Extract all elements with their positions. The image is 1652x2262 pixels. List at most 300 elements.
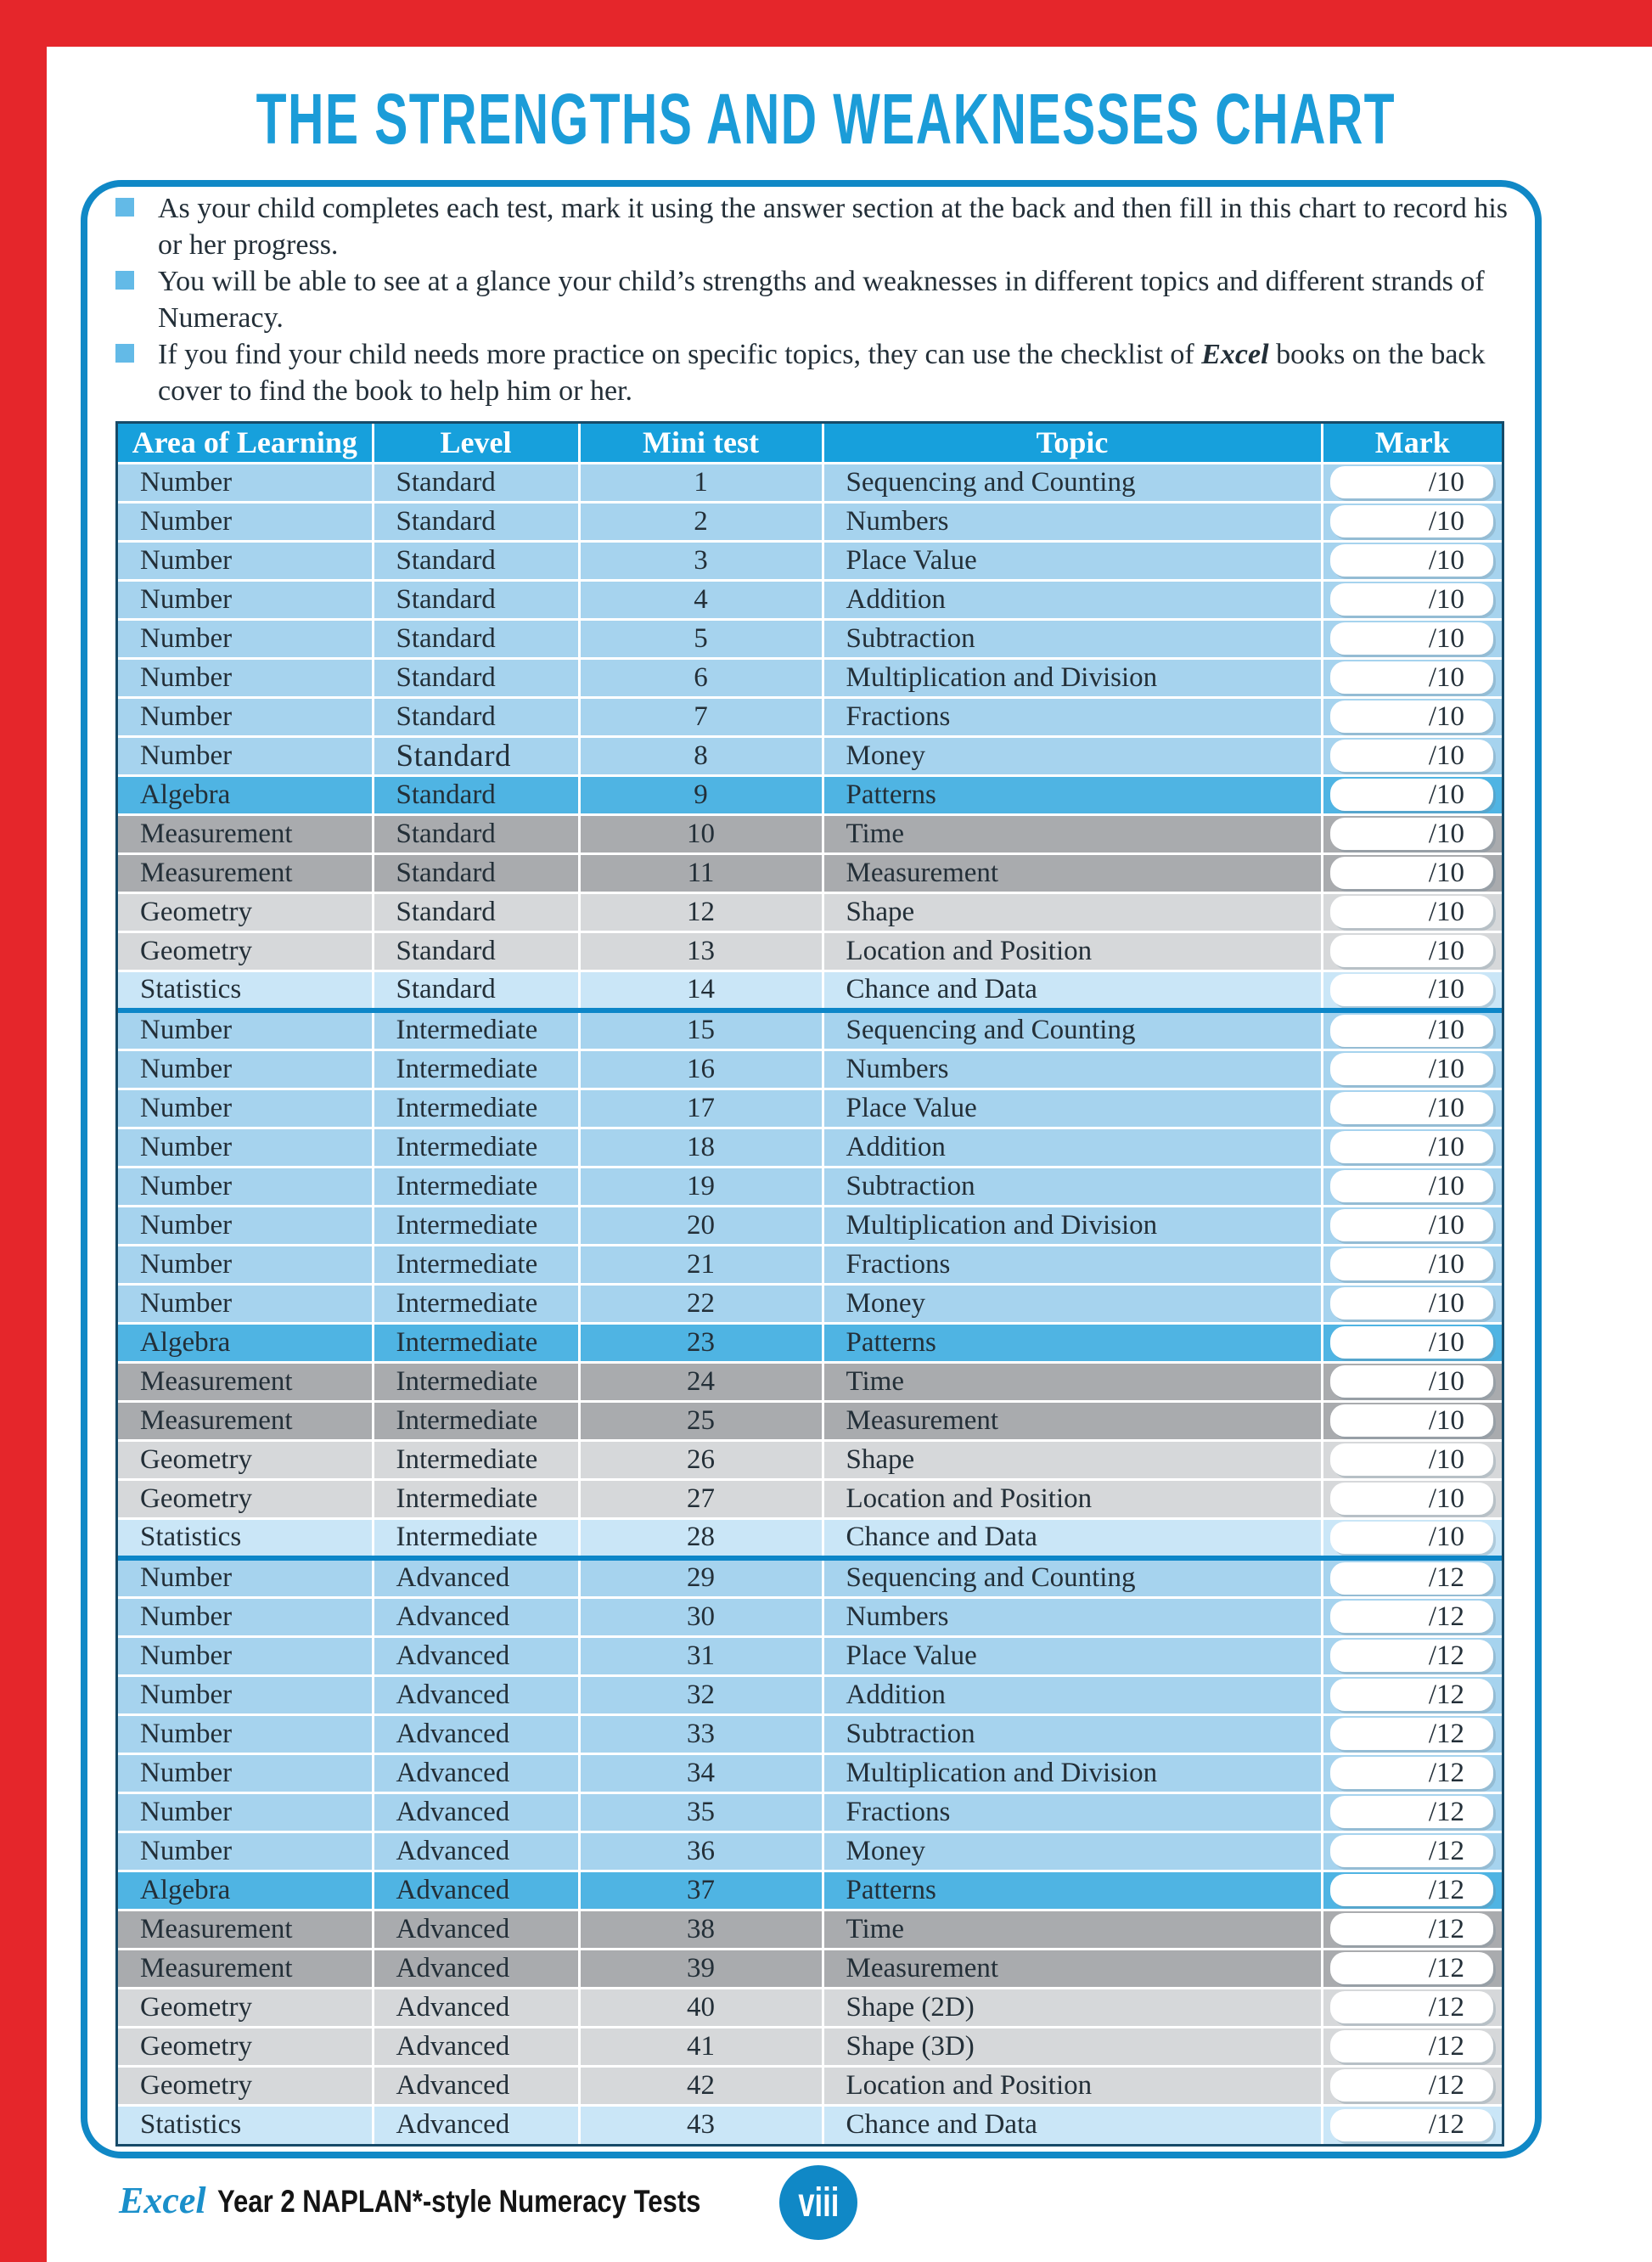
cell-topic: Patterns xyxy=(823,775,1322,814)
intro-bullet-3 xyxy=(115,336,1525,409)
table-row xyxy=(118,1714,1502,1753)
cell-level: Advanced xyxy=(373,2066,579,2105)
table-row xyxy=(118,1401,1502,1440)
cell-mini-test: 32 xyxy=(579,1675,823,1714)
mark-field: /10 xyxy=(1330,1248,1494,1280)
cell-mark xyxy=(1322,1128,1502,1167)
cell-level: Standard xyxy=(373,502,579,541)
mark-field: /12 xyxy=(1330,1718,1494,1750)
cell-area: Number xyxy=(118,1128,373,1167)
cell-level: Advanced xyxy=(373,1714,579,1753)
cell-topic: Numbers xyxy=(823,1049,1322,1089)
cell-mini-test: 39 xyxy=(579,1949,823,1988)
cell-level: Advanced xyxy=(373,1792,579,1832)
results-table-body xyxy=(118,463,1502,2144)
cell-area: Number xyxy=(118,697,373,736)
cell-topic: Shape (3D) xyxy=(823,2027,1322,2066)
cell-mark xyxy=(1322,502,1502,541)
cell-area: Number xyxy=(118,541,373,580)
cell-area: Statistics xyxy=(118,1518,373,1558)
cell-level: Advanced xyxy=(373,1988,579,2027)
cell-mark xyxy=(1322,1910,1502,1949)
cell-mark xyxy=(1322,892,1502,931)
cell-mark xyxy=(1322,658,1502,697)
cell-topic: Numbers xyxy=(823,502,1322,541)
mark-field: /12 xyxy=(1330,2030,1494,2062)
intro-bullet-3-text-post: books on the back cover to find the book to help him or her. xyxy=(158,339,1486,407)
cell-mini-test: 14 xyxy=(579,971,823,1010)
cell-level: Intermediate xyxy=(373,1479,579,1518)
mark-field: /10 xyxy=(1330,622,1494,655)
cell-area: Measurement xyxy=(118,1362,373,1401)
mark-field: /10 xyxy=(1330,466,1494,498)
mark-field: /12 xyxy=(1330,2069,1494,2102)
cell-level: Advanced xyxy=(373,1949,579,1988)
cell-mini-test: 27 xyxy=(579,1479,823,1518)
cell-topic: Time xyxy=(823,1910,1322,1949)
cell-level: Advanced xyxy=(373,1675,579,1714)
cell-mini-test: 23 xyxy=(579,1323,823,1362)
cell-level: Intermediate xyxy=(373,1089,579,1128)
page-number-badge: viii xyxy=(779,2165,857,2240)
intro-bullet-2 xyxy=(115,263,1525,336)
cell-mark xyxy=(1322,1401,1502,1440)
cell-area: Number xyxy=(118,619,373,658)
table-header-row xyxy=(118,424,1502,463)
cell-mark xyxy=(1322,1871,1502,1910)
cell-area: Number xyxy=(118,658,373,697)
table-row xyxy=(118,658,1502,697)
table-row xyxy=(118,619,1502,658)
cell-mark xyxy=(1322,1988,1502,2027)
column-header-topic: Topic xyxy=(823,424,1322,463)
cell-mark xyxy=(1322,1792,1502,1832)
mark-field: /10 xyxy=(1330,1170,1494,1202)
cell-mark xyxy=(1322,1049,1502,1089)
cell-mini-test: 35 xyxy=(579,1792,823,1832)
cell-mark xyxy=(1322,1010,1502,1050)
intro-bullet-1 xyxy=(115,190,1525,263)
cell-mini-test: 36 xyxy=(579,1832,823,1871)
cell-mark xyxy=(1322,1167,1502,1206)
cell-area: Number xyxy=(118,1832,373,1871)
cell-area: Number xyxy=(118,1714,373,1753)
cell-topic: Numbers xyxy=(823,1597,1322,1636)
cell-area: Geometry xyxy=(118,931,373,971)
cell-area: Number xyxy=(118,1010,373,1050)
cell-area: Number xyxy=(118,1049,373,1089)
cell-mini-test: 43 xyxy=(579,2105,823,2144)
cell-mark xyxy=(1322,1518,1502,1558)
mark-field: /10 xyxy=(1330,740,1494,772)
cell-mark xyxy=(1322,775,1502,814)
cell-topic: Patterns xyxy=(823,1871,1322,1910)
mark-field: /12 xyxy=(1330,1913,1494,1945)
square-bullet-icon xyxy=(115,344,134,363)
mark-field: /10 xyxy=(1330,701,1494,733)
cell-area: Number xyxy=(118,1597,373,1636)
mark-field: /10 xyxy=(1330,544,1494,577)
cell-topic: Money xyxy=(823,1832,1322,1871)
table-row xyxy=(118,541,1502,580)
cell-level: Standard xyxy=(373,931,579,971)
table-row xyxy=(118,1636,1502,1675)
cell-level: Standard xyxy=(373,658,579,697)
cell-area: Measurement xyxy=(118,1401,373,1440)
cell-level: Standard xyxy=(373,775,579,814)
table-row xyxy=(118,931,1502,971)
cell-mini-test: 9 xyxy=(579,775,823,814)
cell-level: Standard xyxy=(373,736,579,775)
cell-topic: Patterns xyxy=(823,1323,1322,1362)
page-edge-left xyxy=(0,0,47,2262)
cell-mini-test: 8 xyxy=(579,736,823,775)
cell-mark xyxy=(1322,619,1502,658)
cell-topic: Subtraction xyxy=(823,1167,1322,1206)
column-header-mini-test: Mini test xyxy=(579,424,823,463)
cell-mark xyxy=(1322,1597,1502,1636)
cell-area: Number xyxy=(118,1558,373,1598)
cell-mini-test: 37 xyxy=(579,1871,823,1910)
square-bullet-icon xyxy=(115,198,134,217)
cell-mini-test: 25 xyxy=(579,1401,823,1440)
table-row xyxy=(118,1362,1502,1401)
cell-area: Number xyxy=(118,1245,373,1284)
cell-topic: Addition xyxy=(823,1128,1322,1167)
mark-field: /10 xyxy=(1330,1365,1494,1398)
mark-field: /10 xyxy=(1330,1522,1494,1554)
cell-level: Advanced xyxy=(373,1636,579,1675)
cell-area: Number xyxy=(118,463,373,502)
cell-mini-test: 3 xyxy=(579,541,823,580)
mark-field: /10 xyxy=(1330,1092,1494,1124)
cell-level: Intermediate xyxy=(373,1284,579,1323)
table-row xyxy=(118,2027,1502,2066)
cell-mark xyxy=(1322,736,1502,775)
table-row xyxy=(118,580,1502,619)
table-row xyxy=(118,1832,1502,1871)
cell-area: Geometry xyxy=(118,892,373,931)
table-row xyxy=(118,736,1502,775)
cell-topic: Multiplication and Division xyxy=(823,658,1322,697)
table-row xyxy=(118,1284,1502,1323)
cell-mark xyxy=(1322,1206,1502,1245)
mark-field: /10 xyxy=(1330,1326,1494,1359)
intro-bullet-3-text-pre: If you find your child needs more practice on specific topics, they can use the checklist of xyxy=(158,339,1202,370)
column-header-mark: Mark xyxy=(1322,424,1502,463)
cell-mini-test: 34 xyxy=(579,1753,823,1792)
table-row xyxy=(118,697,1502,736)
cell-topic: Measurement xyxy=(823,1401,1322,1440)
intro-bullet-2-text: You will be able to see at a glance your child’s strengths and weaknesses in different topics and different strands of Numeracy. xyxy=(158,266,1485,334)
mark-field: /10 xyxy=(1330,1053,1494,1085)
cell-mark xyxy=(1322,1753,1502,1792)
cell-level: Intermediate xyxy=(373,1049,579,1089)
cell-level: Advanced xyxy=(373,1871,579,1910)
cell-mini-test: 12 xyxy=(579,892,823,931)
cell-area: Number xyxy=(118,1206,373,1245)
cell-mark xyxy=(1322,1558,1502,1598)
table-row xyxy=(118,1871,1502,1910)
cell-area: Number xyxy=(118,736,373,775)
cell-level: Intermediate xyxy=(373,1323,579,1362)
table-row xyxy=(118,1206,1502,1245)
cell-topic: Chance and Data xyxy=(823,1518,1322,1558)
cell-level: Advanced xyxy=(373,2105,579,2144)
cell-level: Intermediate xyxy=(373,1440,579,1479)
cell-area: Number xyxy=(118,1167,373,1206)
square-bullet-icon xyxy=(115,271,134,290)
cell-mini-test: 20 xyxy=(579,1206,823,1245)
cell-mark xyxy=(1322,541,1502,580)
cell-topic: Addition xyxy=(823,1675,1322,1714)
cell-mini-test: 38 xyxy=(579,1910,823,1949)
table-row xyxy=(118,1949,1502,1988)
cell-mini-test: 21 xyxy=(579,1245,823,1284)
mark-field: /10 xyxy=(1330,1404,1494,1437)
cell-mark xyxy=(1322,1675,1502,1714)
cell-mark xyxy=(1322,931,1502,971)
cell-mini-test: 40 xyxy=(579,1988,823,2027)
table-row xyxy=(118,1479,1502,1518)
mark-field: /12 xyxy=(1330,2109,1494,2141)
cell-level: Advanced xyxy=(373,1832,579,1871)
cell-area: Measurement xyxy=(118,1910,373,1949)
table-row xyxy=(118,1440,1502,1479)
cell-level: Standard xyxy=(373,697,579,736)
cell-mark xyxy=(1322,2105,1502,2144)
cell-level: Advanced xyxy=(373,1558,579,1598)
cell-area: Algebra xyxy=(118,1323,373,1362)
table-row xyxy=(118,1245,1502,1284)
mark-field: /10 xyxy=(1330,896,1494,928)
cell-area: Statistics xyxy=(118,2105,373,2144)
cell-area: Number xyxy=(118,1675,373,1714)
table-row xyxy=(118,1675,1502,1714)
cell-mini-test: 30 xyxy=(579,1597,823,1636)
table-row xyxy=(118,502,1502,541)
mark-field: /12 xyxy=(1330,1640,1494,1672)
table-row xyxy=(118,1558,1502,1598)
cell-mini-test: 28 xyxy=(579,1518,823,1558)
footer-book-title: Year 2 NAPLAN*-style Numeracy Tests xyxy=(217,2184,701,2219)
cell-mark xyxy=(1322,1440,1502,1479)
footer-brand-logo: Excel xyxy=(119,2180,206,2221)
cell-topic: Measurement xyxy=(823,853,1322,892)
cell-topic: Subtraction xyxy=(823,619,1322,658)
table-row xyxy=(118,2066,1502,2105)
mark-field: /10 xyxy=(1330,1483,1494,1515)
table-row xyxy=(118,1128,1502,1167)
cell-level: Standard xyxy=(373,853,579,892)
table-row xyxy=(118,1988,1502,2027)
mark-field: /10 xyxy=(1330,779,1494,811)
cell-area: Geometry xyxy=(118,1988,373,2027)
cell-mini-test: 42 xyxy=(579,2066,823,2105)
cell-level: Standard xyxy=(373,892,579,931)
intro-bullet-1-text: As your child completes each test, mark it using the answer section at the back and then fill in this chart to record his or her progress. xyxy=(158,193,1508,261)
cell-level: Advanced xyxy=(373,1753,579,1792)
cell-level: Advanced xyxy=(373,1597,579,1636)
cell-topic: Sequencing and Counting xyxy=(823,1558,1322,1598)
cell-area: Number xyxy=(118,502,373,541)
cell-mark xyxy=(1322,1089,1502,1128)
cell-mark xyxy=(1322,697,1502,736)
table-row xyxy=(118,1792,1502,1832)
cell-mini-test: 6 xyxy=(579,658,823,697)
table-row xyxy=(118,853,1502,892)
cell-mini-test: 2 xyxy=(579,502,823,541)
cell-topic: Place Value xyxy=(823,1636,1322,1675)
cell-topic: Place Value xyxy=(823,541,1322,580)
page-edge-top xyxy=(0,0,1652,47)
cell-topic: Fractions xyxy=(823,697,1322,736)
column-header-level: Level xyxy=(373,424,579,463)
mark-field: /12 xyxy=(1330,1562,1494,1595)
cell-topic: Shape xyxy=(823,892,1322,931)
brand-name-inline: Excel xyxy=(1201,339,1269,370)
mark-field: /10 xyxy=(1330,1015,1494,1047)
intro-bullet-list xyxy=(115,190,1525,409)
page-title: THE STRENGTHS AND WEAKNESSES CHART xyxy=(256,79,1396,159)
cell-area: Measurement xyxy=(118,814,373,853)
table-row xyxy=(118,1089,1502,1128)
cell-area: Algebra xyxy=(118,775,373,814)
cell-level: Standard xyxy=(373,580,579,619)
cell-mini-test: 1 xyxy=(579,463,823,502)
mark-field: /12 xyxy=(1330,1679,1494,1711)
table-row xyxy=(118,814,1502,853)
table-row xyxy=(118,892,1502,931)
cell-mark xyxy=(1322,1323,1502,1362)
table-row xyxy=(118,775,1502,814)
cell-area: Measurement xyxy=(118,1949,373,1988)
cell-mini-test: 31 xyxy=(579,1636,823,1675)
table-row xyxy=(118,971,1502,1010)
table-row xyxy=(118,1910,1502,1949)
mark-field: /10 xyxy=(1330,505,1494,537)
cell-mini-test: 17 xyxy=(579,1089,823,1128)
cell-mark xyxy=(1322,1245,1502,1284)
cell-mark xyxy=(1322,814,1502,853)
cell-mark xyxy=(1322,463,1502,502)
cell-mini-test: 15 xyxy=(579,1010,823,1050)
cell-area: Number xyxy=(118,580,373,619)
cell-topic: Subtraction xyxy=(823,1714,1322,1753)
cell-mini-test: 41 xyxy=(579,2027,823,2066)
cell-mark xyxy=(1322,2066,1502,2105)
cell-level: Intermediate xyxy=(373,1401,579,1440)
cell-level: Intermediate xyxy=(373,1245,579,1284)
mark-field: /10 xyxy=(1330,1287,1494,1320)
table-row xyxy=(118,463,1502,502)
cell-topic: Money xyxy=(823,736,1322,775)
cell-level: Standard xyxy=(373,619,579,658)
cell-area: Geometry xyxy=(118,2066,373,2105)
cell-mark xyxy=(1322,1284,1502,1323)
mark-field: /12 xyxy=(1330,1991,1494,2023)
cell-topic: Sequencing and Counting xyxy=(823,1010,1322,1050)
cell-mini-test: 24 xyxy=(579,1362,823,1401)
cell-level: Intermediate xyxy=(373,1128,579,1167)
table-row xyxy=(118,1010,1502,1050)
cell-level: Intermediate xyxy=(373,1362,579,1401)
table-row xyxy=(118,2105,1502,2144)
cell-area: Measurement xyxy=(118,853,373,892)
table-row xyxy=(118,1167,1502,1206)
cell-topic: Chance and Data xyxy=(823,971,1322,1010)
cell-mark xyxy=(1322,580,1502,619)
cell-mini-test: 33 xyxy=(579,1714,823,1753)
cell-topic: Location and Position xyxy=(823,931,1322,971)
cell-area: Geometry xyxy=(118,2027,373,2066)
cell-mark xyxy=(1322,1949,1502,1988)
cell-level: Advanced xyxy=(373,2027,579,2066)
cell-topic: Location and Position xyxy=(823,1479,1322,1518)
cell-mark xyxy=(1322,2027,1502,2066)
cell-level: Standard xyxy=(373,463,579,502)
cell-topic: Time xyxy=(823,1362,1322,1401)
cell-mini-test: 26 xyxy=(579,1440,823,1479)
mark-field: /12 xyxy=(1330,1952,1494,1984)
cell-area: Number xyxy=(118,1636,373,1675)
cell-area: Algebra xyxy=(118,1871,373,1910)
table-row xyxy=(118,1323,1502,1362)
cell-mini-test: 18 xyxy=(579,1128,823,1167)
cell-topic: Measurement xyxy=(823,1949,1322,1988)
cell-topic: Fractions xyxy=(823,1792,1322,1832)
cell-level: Intermediate xyxy=(373,1518,579,1558)
cell-mark xyxy=(1322,1636,1502,1675)
cell-level: Intermediate xyxy=(373,1167,579,1206)
column-header-area-of-learning: Area of Learning xyxy=(118,424,373,463)
mark-field: /12 xyxy=(1330,1601,1494,1633)
cell-area: Geometry xyxy=(118,1440,373,1479)
cell-area: Geometry xyxy=(118,1479,373,1518)
cell-mini-test: 5 xyxy=(579,619,823,658)
cell-mini-test: 29 xyxy=(579,1558,823,1598)
mark-field: /10 xyxy=(1330,661,1494,694)
cell-topic: Place Value xyxy=(823,1089,1322,1128)
cell-topic: Sequencing and Counting xyxy=(823,463,1322,502)
cell-mini-test: 22 xyxy=(579,1284,823,1323)
mark-field: /10 xyxy=(1330,818,1494,850)
cell-mini-test: 11 xyxy=(579,853,823,892)
mark-field: /12 xyxy=(1330,1835,1494,1867)
mark-field: /12 xyxy=(1330,1874,1494,1906)
mark-field: /10 xyxy=(1330,583,1494,616)
cell-mini-test: 10 xyxy=(579,814,823,853)
cell-topic: Shape xyxy=(823,1440,1322,1479)
cell-topic: Money xyxy=(823,1284,1322,1323)
cell-mark xyxy=(1322,1714,1502,1753)
mark-field: /10 xyxy=(1330,1443,1494,1476)
cell-mini-test: 7 xyxy=(579,697,823,736)
cell-area: Statistics xyxy=(118,971,373,1010)
cell-topic: Time xyxy=(823,814,1322,853)
cell-topic: Shape (2D) xyxy=(823,1988,1322,2027)
cell-mark xyxy=(1322,853,1502,892)
cell-mini-test: 19 xyxy=(579,1167,823,1206)
cell-mark xyxy=(1322,1832,1502,1871)
mark-field: /10 xyxy=(1330,1131,1494,1163)
table-row xyxy=(118,1597,1502,1636)
cell-level: Advanced xyxy=(373,1910,579,1949)
table-row xyxy=(118,1049,1502,1089)
strengths-weaknesses-table xyxy=(115,421,1504,2147)
cell-area: Number xyxy=(118,1089,373,1128)
cell-topic: Location and Position xyxy=(823,2066,1322,2105)
